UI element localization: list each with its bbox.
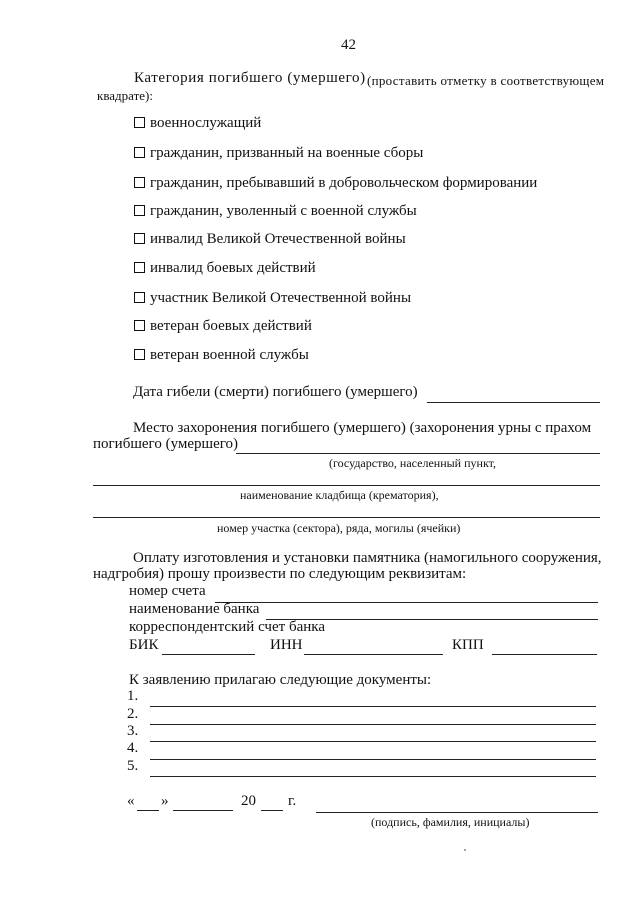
category-option-service-veteran[interactable] — [134, 347, 309, 364]
checkbox[interactable] — [134, 177, 145, 188]
burial-hint-2: наименование кладбища (крематория), — [240, 488, 439, 502]
category-option-discharged[interactable] — [134, 203, 417, 220]
doc-field-1[interactable] — [150, 706, 596, 707]
category-option-serviceman[interactable] — [134, 115, 261, 132]
quote-close: » — [161, 793, 169, 809]
payment-line2: надгробия) прошу произвести по следующим реквизитам: — [93, 566, 467, 582]
bank-label: наименование банка — [129, 601, 260, 617]
scan-speck — [464, 849, 466, 851]
checkbox[interactable] — [134, 262, 145, 273]
year-field[interactable] — [261, 810, 283, 811]
category-note-cont: квадрате): — [97, 88, 153, 103]
category-title: Категория погибшего (умершего) — [134, 70, 366, 86]
month-field[interactable] — [173, 810, 233, 811]
page-number: 42 — [341, 37, 356, 53]
doc-number-2: 2. — [127, 706, 139, 722]
category-option-wwii-invalid[interactable] — [134, 231, 406, 248]
option-label: гражданин, уволенный с военной службы — [150, 203, 417, 219]
doc-number-1: 1. — [127, 688, 139, 704]
option-label: ветеран военной службы — [150, 347, 309, 363]
inn-label: ИНН — [270, 637, 303, 653]
burial-hint-3: номер участка (сектора), ряда, могилы (ячейки) — [217, 521, 461, 535]
checkbox[interactable] — [134, 349, 145, 360]
doc-field-2[interactable] — [150, 724, 596, 725]
doc-field-4[interactable] — [150, 759, 596, 760]
account-field[interactable] — [215, 602, 598, 603]
burial-line1: Место захоронения погибшего (умершего) (захоронения урны с прахом — [133, 420, 592, 436]
documents-title: К заявлению прилагаю следующие документы: — [129, 672, 432, 688]
payment-line1: Оплату изготовления и установки памятника (намогильного сооружения, — [133, 550, 602, 566]
option-label: ветеран боевых действий — [150, 318, 312, 334]
category-option-combat-veteran[interactable] — [134, 318, 312, 335]
category-option-combat-invalid[interactable] — [134, 260, 316, 277]
doc-number-5: 5. — [127, 758, 139, 774]
quote-open: « — [127, 793, 135, 809]
checkbox[interactable] — [134, 117, 145, 128]
death-date-field[interactable] — [427, 402, 600, 403]
day-field[interactable] — [137, 810, 159, 811]
burial-field-1[interactable] — [236, 453, 600, 454]
bik-field[interactable] — [162, 654, 255, 655]
category-option-volunteer[interactable] — [134, 175, 537, 192]
checkbox[interactable] — [134, 320, 145, 331]
option-label: гражданин, пребывавший в добровольческом формировании — [150, 175, 538, 191]
doc-field-3[interactable] — [150, 741, 596, 742]
checkbox[interactable] — [134, 147, 145, 158]
option-label: инвалид Великой Отечественной войны — [150, 231, 406, 247]
account-label: номер счета — [129, 583, 206, 599]
kpp-label: КПП — [452, 637, 484, 653]
category-note: (проставить отметку в соответствующем — [367, 73, 605, 88]
corr-account-label: корреспондентский счет банка — [129, 619, 325, 635]
option-label: гражданин, призванный на военные сборы — [150, 145, 424, 161]
burial-hint-1: (государство, населенный пункт, — [329, 456, 496, 470]
option-label: инвалид боевых действий — [150, 260, 316, 276]
year-prefix: 20 — [241, 793, 256, 809]
doc-number-4: 4. — [127, 740, 139, 756]
burial-field-2[interactable] — [93, 485, 600, 486]
signature-hint: (подпись, фамилия, инициалы) — [371, 815, 530, 829]
year-suffix: г. — [288, 793, 297, 809]
option-label: военнослужащий — [150, 115, 262, 131]
burial-line2: погибшего (умершего) — [93, 436, 239, 452]
category-option-called-up[interactable] — [134, 145, 423, 162]
option-label: участник Великой Отечественной войны — [150, 290, 412, 306]
checkbox[interactable] — [134, 205, 145, 216]
burial-field-3[interactable] — [93, 517, 600, 518]
checkbox[interactable] — [134, 233, 145, 244]
category-option-wwii-participant[interactable] — [134, 290, 411, 307]
inn-field[interactable] — [304, 654, 443, 655]
checkbox[interactable] — [134, 292, 145, 303]
bik-label: БИК — [129, 637, 159, 653]
kpp-field[interactable] — [492, 654, 597, 655]
doc-number-3: 3. — [127, 723, 139, 739]
doc-field-5[interactable] — [150, 776, 596, 777]
death-date-label: Дата гибели (смерти) погибшего (умершего) — [133, 384, 418, 400]
signature-field[interactable] — [316, 812, 598, 813]
